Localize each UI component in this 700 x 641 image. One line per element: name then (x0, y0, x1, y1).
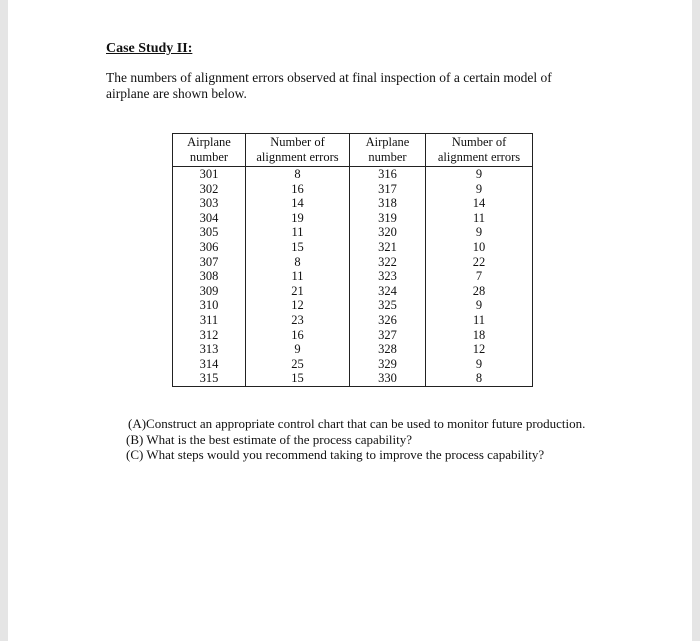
question-c: (C) What steps would you recommend taking to improve the process capability? (126, 447, 545, 462)
table-row (173, 269, 533, 284)
header-line: alignment errors (256, 150, 339, 164)
alignment-errors-cell: 8 (426, 371, 533, 386)
airplane-number-cell: 311 (173, 313, 246, 328)
alignment-errors-cell: 28 (426, 284, 533, 299)
table-row (173, 211, 533, 226)
table-row (173, 357, 533, 372)
header-alignment-errors-2 (426, 134, 533, 167)
alignment-errors-cell: 11 (246, 269, 350, 284)
airplane-number-cell: 326 (350, 313, 426, 328)
alignment-errors-cell: 8 (246, 255, 350, 270)
airplane-number-cell: 319 (350, 211, 426, 226)
airplane-number-cell: 313 (173, 342, 246, 357)
alignment-errors-cell: 9 (426, 225, 533, 240)
airplane-number-cell: 310 (173, 298, 246, 313)
airplane-number-cell: 304 (173, 211, 246, 226)
document-page (8, 0, 692, 641)
table-header-row (173, 134, 533, 167)
header-line: alignment errors (437, 150, 521, 164)
alignment-errors-cell: 15 (246, 240, 350, 255)
airplane-number-cell: 301 (173, 167, 246, 182)
alignment-errors-cell: 14 (426, 196, 533, 211)
airplane-number-cell: 306 (173, 240, 246, 255)
table-body (173, 167, 533, 387)
left-margin-strip (0, 0, 8, 641)
table-row (173, 284, 533, 299)
header-line: Number of (270, 135, 325, 149)
table-row (173, 196, 533, 211)
airplane-number-cell: 324 (350, 284, 426, 299)
airplane-number-cell: 329 (350, 357, 426, 372)
header-line: Airplane (365, 135, 410, 149)
alignment-errors-cell: 9 (426, 182, 533, 197)
alignment-errors-cell: 9 (426, 298, 533, 313)
airplane-number-cell: 320 (350, 225, 426, 240)
table-row (173, 313, 533, 328)
airplane-number-cell: 314 (173, 357, 246, 372)
airplane-number-cell: 315 (173, 371, 246, 386)
airplane-number-cell: 305 (173, 225, 246, 240)
airplane-number-cell: 309 (173, 284, 246, 299)
table-row (173, 342, 533, 357)
case-study-heading: Case Study II: (106, 41, 193, 56)
alignment-errors-cell: 25 (246, 357, 350, 372)
table-row (173, 182, 533, 197)
table-row (173, 240, 533, 255)
alignment-errors-cell: 11 (246, 225, 350, 240)
airplane-number-cell: 327 (350, 328, 426, 343)
alignment-errors-cell: 14 (246, 196, 350, 211)
alignment-errors-cell: 18 (426, 328, 533, 343)
header-alignment-errors-1 (246, 134, 350, 167)
alignment-errors-cell: 21 (246, 284, 350, 299)
alignment-errors-cell: 15 (246, 371, 350, 386)
table-row (173, 225, 533, 240)
question-a: (A)Construct an appropriate control chart that can be used to monitor future production. (128, 416, 586, 431)
intro-paragraph: The numbers of alignment errors observed at final inspection of a certain model of airplane are shown below. (106, 70, 552, 101)
alignment-errors-cell: 8 (246, 167, 350, 182)
alignment-errors-cell: 9 (426, 167, 533, 182)
alignment-errors-cell: 16 (246, 328, 350, 343)
airplane-number-cell: 321 (350, 240, 426, 255)
header-line: Airplane (187, 135, 231, 149)
alignment-errors-cell: 11 (426, 313, 533, 328)
airplane-number-cell: 325 (350, 298, 426, 313)
alignment-errors-cell: 9 (426, 357, 533, 372)
table-row (173, 328, 533, 343)
table-row (173, 371, 533, 386)
airplane-number-cell: 330 (350, 371, 426, 386)
airplane-number-cell: 307 (173, 255, 246, 270)
question-b: (B) What is the best estimate of the process capability? (126, 431, 413, 447)
alignment-errors-cell: 10 (426, 240, 533, 255)
alignment-errors-cell: 9 (246, 342, 350, 357)
questions-list (126, 416, 606, 463)
alignment-errors-cell: 12 (426, 342, 533, 357)
header-line: number (368, 150, 407, 164)
header-airplane-number-2 (350, 134, 426, 167)
table-row (173, 167, 533, 182)
airplane-number-cell: 317 (350, 182, 426, 197)
alignment-errors-cell: 7 (426, 269, 533, 284)
airplane-number-cell: 308 (173, 269, 246, 284)
alignment-errors-cell: 23 (246, 313, 350, 328)
airplane-number-cell: 323 (350, 269, 426, 284)
airplane-number-cell: 316 (350, 167, 426, 182)
alignment-errors-cell: 12 (246, 298, 350, 313)
table-row (173, 298, 533, 313)
header-airplane-number-1 (173, 134, 246, 167)
alignment-errors-cell: 11 (426, 211, 533, 226)
header-line: Number of (451, 135, 507, 149)
airplane-number-cell: 303 (173, 196, 246, 211)
airplane-number-cell: 328 (350, 342, 426, 357)
airplane-number-cell: 322 (350, 255, 426, 270)
alignment-errors-cell: 22 (426, 255, 533, 270)
airplane-number-cell: 302 (173, 182, 246, 197)
alignment-errors-table (172, 133, 533, 387)
alignment-errors-cell: 16 (246, 182, 350, 197)
alignment-errors-cell: 19 (246, 211, 350, 226)
airplane-number-cell: 318 (350, 196, 426, 211)
right-margin-strip (692, 0, 700, 641)
table-row (173, 255, 533, 270)
header-line: number (189, 150, 229, 164)
airplane-number-cell: 312 (173, 328, 246, 343)
